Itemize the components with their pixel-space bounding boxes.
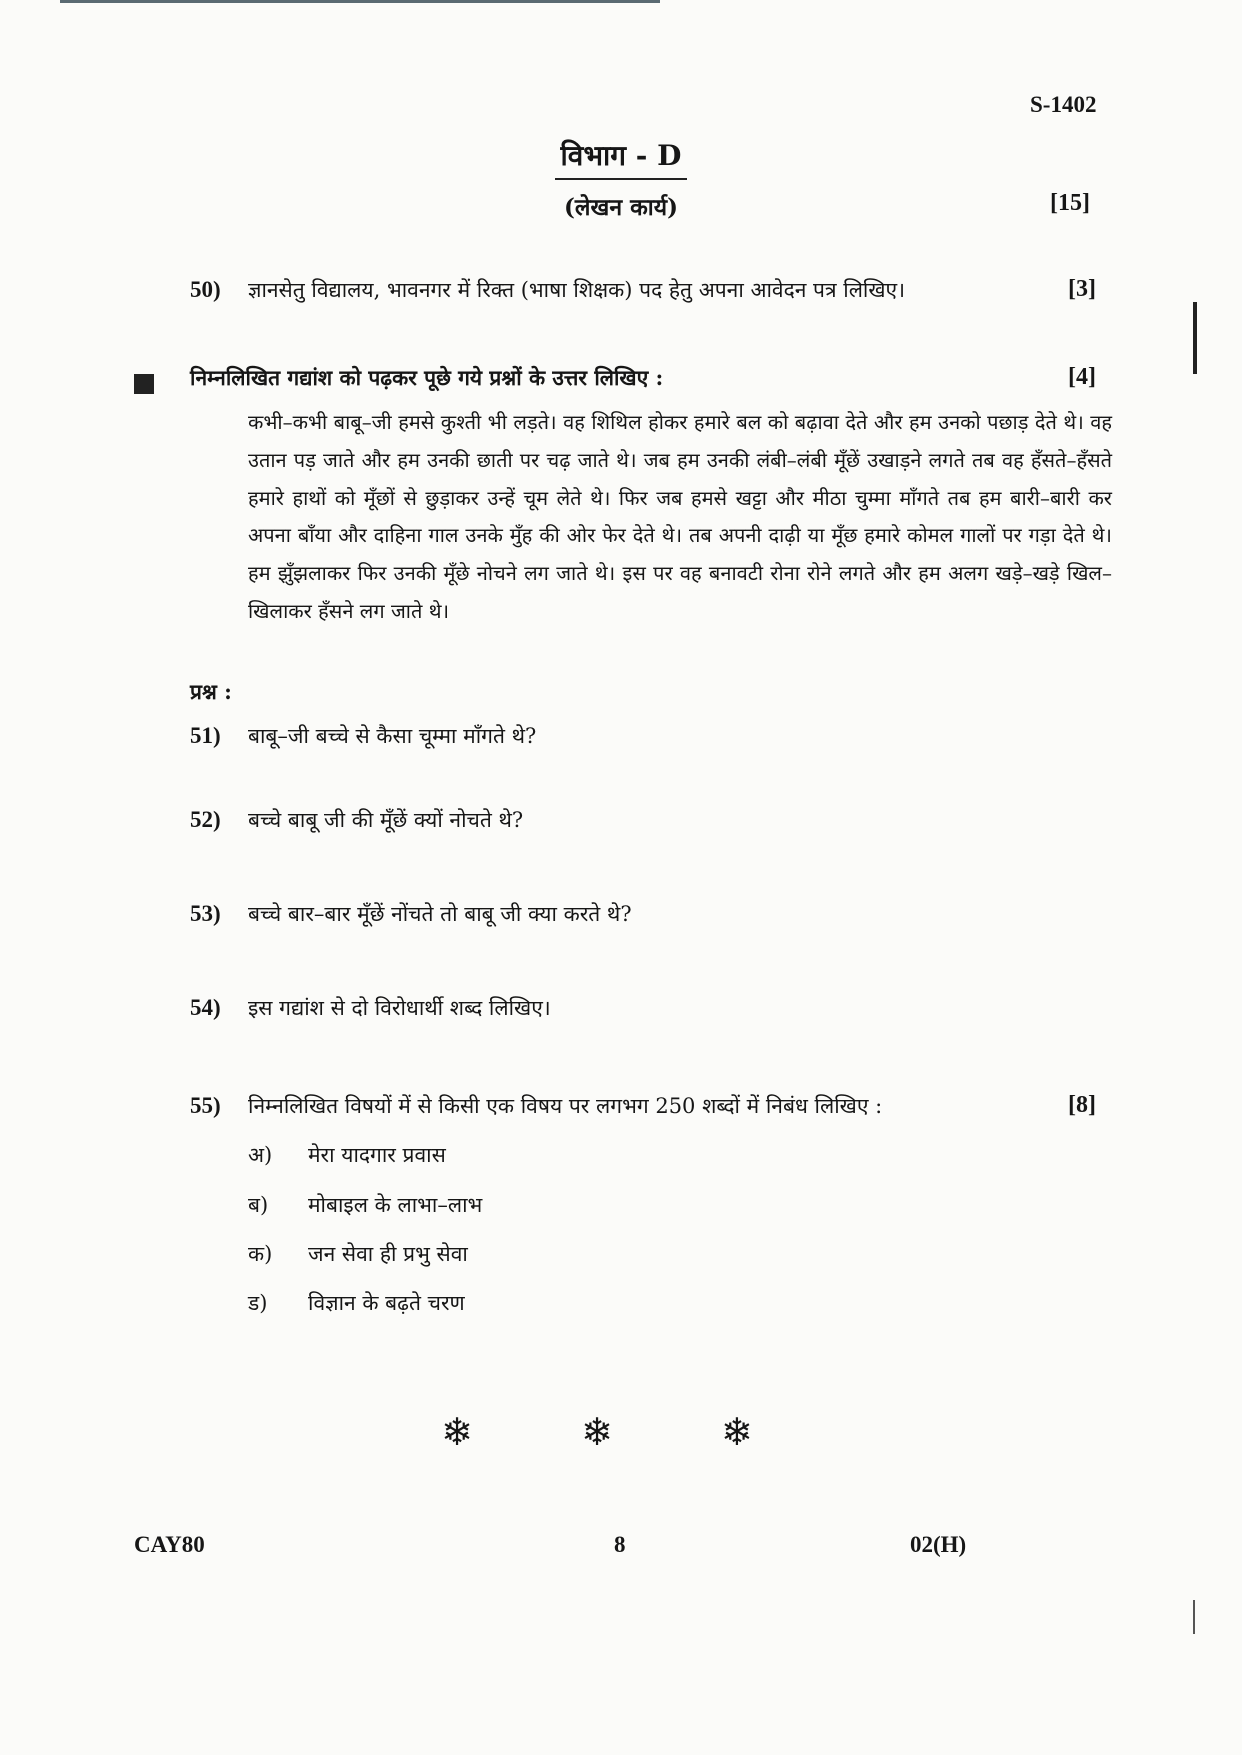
question-55	[190, 1092, 882, 1120]
question-54	[190, 994, 551, 1022]
option-text: जन सेवा ही प्रभु सेवा	[308, 1242, 468, 1266]
option-label: ब)	[248, 1193, 269, 1217]
question-50	[190, 276, 905, 304]
question-text: इस गद्यांश से दो विरोधार्थी शब्द लिखिए।	[248, 996, 551, 1020]
passage-instruction: निम्नलिखित गद्यांश को पढ़कर पूछे गये प्रश्नों के उत्तर लिखिए :	[190, 365, 664, 390]
question-text: ज्ञानसेतु विद्यालय, भावनगर में रिक्त (भाषा शिक्षक) पद हेतु अपना आवेदन पत्र लिखिए।	[248, 278, 906, 302]
essay-option	[248, 1141, 446, 1169]
question-text: बच्चे बार–बार मूँछें नोंचते तो बाबू जी क्या करते थे?	[248, 902, 632, 926]
margin-mark	[1193, 1600, 1195, 1634]
question-number: 50)	[190, 277, 221, 302]
top-rule	[60, 0, 660, 3]
question-number: 55)	[190, 1093, 221, 1118]
section-title-text: विभाग - D	[555, 136, 688, 180]
option-text: मोबाइल के लाभा–लाभ	[308, 1193, 483, 1217]
margin-mark	[1193, 302, 1197, 374]
footer-code: CAY80	[134, 1532, 205, 1557]
page-number: 8	[614, 1532, 626, 1557]
question-text: बच्चे बाबू जी की मूँछें क्यों नोचते थे?	[248, 808, 524, 832]
option-label: अ)	[248, 1143, 273, 1167]
essay-option	[248, 1191, 482, 1219]
option-label: क)	[248, 1242, 273, 1266]
question-51	[190, 722, 536, 750]
passage-text: कभी–कभी बाबू–जी हमसे कुश्ती भी लड़ते। वह शिथिल होकर हमारे बल को बढ़ावा देते और हम उनको पछाड़ देते थे। वह उतान पड़ जाते और हम उनकी छाती पर चढ़ जाते थे। जब हम उनकी लंबी–लंबी मूँछें उखाड़ने लगते तब वह हँसते–हँसते हमारे हाथों को मूँछों से छुड़ाकर उन्हें चूम लेते थे। फिर जब हमसे खट्टा और मीठा चुम्मा माँगते तब हम बारी–बारी कर अपना बाँया और दाहिना गाल उनके मुँह की ओर फेर देते थे। तब अपनी दाढ़ी या मूँछ हमारे कोमल गालों पर गड़ा देते थे। हम झुँझलाकर फिर उनकी मूँछे नोचने लग जाते थे। इस पर वह बनावटी रोना रोने लगते और हम अलग खड़े–खड़े खिल–खिलाकर हँसने लग जाते थे।	[248, 410, 1112, 623]
essay-option	[248, 1240, 468, 1268]
bullet-square-icon	[134, 374, 154, 394]
paper-code: S-1402	[1030, 92, 1097, 117]
question-number: 52)	[190, 807, 221, 832]
option-text: विज्ञान के बढ़ते चरण	[308, 1291, 465, 1315]
question-number: 54)	[190, 995, 221, 1020]
question-50-marks: [3]	[1068, 276, 1096, 302]
question-text: बाबू–जी बच्चे से कैसा चूम्मा माँगते थे?	[248, 724, 537, 748]
option-label: ड)	[248, 1291, 268, 1315]
section-marks: [15]	[1050, 190, 1090, 216]
passage-marks: [4]	[1068, 364, 1096, 390]
question-text: निम्नलिखित विषयों में से किसी एक विषय पर लगभग 250 शब्दों में निबंध लिखिए :	[248, 1094, 883, 1118]
snowflake-icon: ❄ ❄ ❄	[441, 1410, 801, 1454]
question-53	[190, 900, 632, 928]
question-52	[190, 806, 523, 834]
essay-option	[248, 1289, 465, 1317]
footer-series: 02(H)	[910, 1532, 967, 1557]
question-number: 51)	[190, 723, 221, 748]
section-subtitle: (लेखन कार्य)	[564, 194, 678, 221]
question-number: 53)	[190, 901, 221, 926]
section-title	[0, 136, 1242, 180]
option-text: मेरा यादगार प्रवास	[308, 1143, 446, 1167]
question-55-marks: [8]	[1068, 1092, 1096, 1118]
questions-label: प्रश्न :	[190, 679, 232, 704]
